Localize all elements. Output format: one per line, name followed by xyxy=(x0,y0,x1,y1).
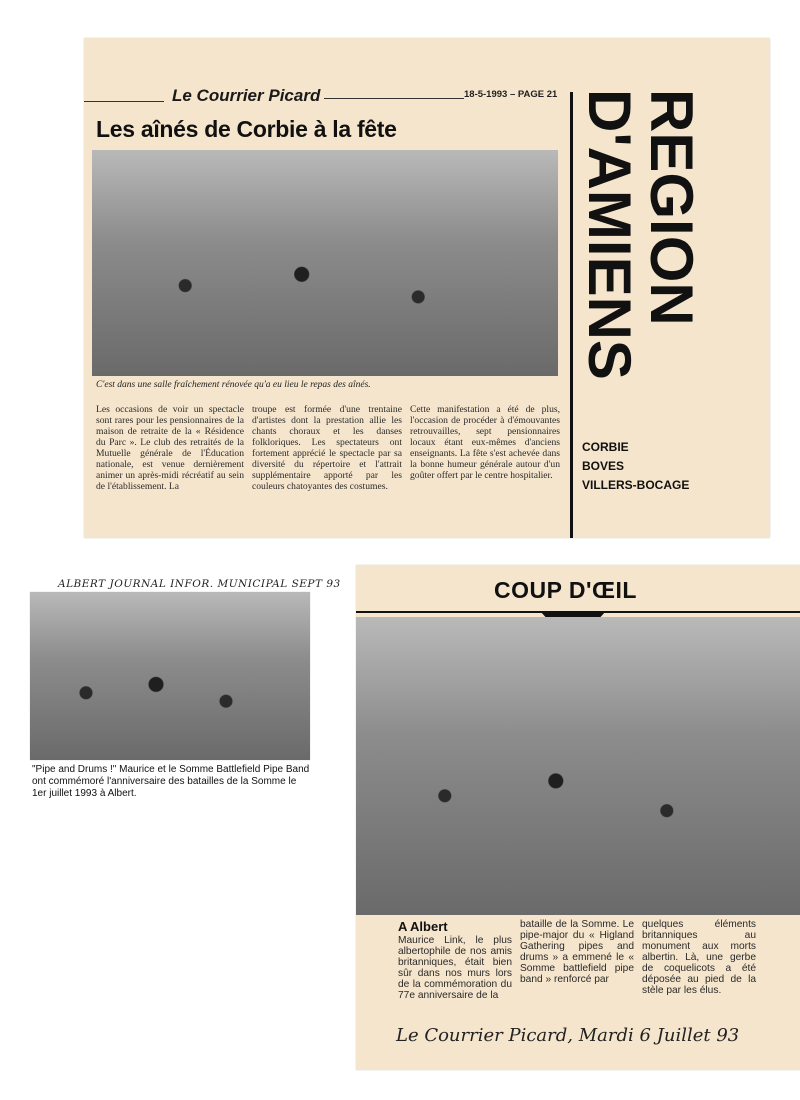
masthead-rule-left xyxy=(84,101,164,102)
town-list xyxy=(582,438,689,495)
coup-doeil-header: COUP D'ŒIL xyxy=(494,577,637,603)
photo-pipe-band-street xyxy=(30,592,310,760)
photo-banquet-hall xyxy=(92,150,558,376)
town-boves: BOVES xyxy=(582,459,625,473)
town-corbie: CORBIE xyxy=(582,440,629,454)
dateline: 18-5-1993 – PAGE 21 xyxy=(464,89,558,100)
coup-column-2: bataille de la Somme. Le pipe-major du « Higland Gathering pipes and drums » a emmené le « Somme battlefield pipe band » renforcé par xyxy=(520,919,634,985)
article-column-2: troupe est formée d'une trentaine d'artistes dont la prestation allie les chants choraux et les danses folkloriques. Les spectateurs ont fortement apprécié le spectacle par sa diversité du répertoire et l'attrait supplémentaire apporté par les couleurs chatoyantes des costumes. xyxy=(252,404,402,492)
town-villers-bocage: VILLERS-BOCAGE xyxy=(582,478,690,492)
photo-pipe-band-parade xyxy=(356,617,800,915)
handwritten-source-note: Le Courrier Picard, Mardi 6 Juillet 93 xyxy=(396,1025,740,1046)
clipping-coup-doeil xyxy=(356,565,800,1070)
handwritten-note-albert: ALBERT JOURNAL INFOR. MUNICIPAL SEPT 93 xyxy=(58,578,341,590)
clipping-pipe-and-drums xyxy=(30,592,310,760)
photo-caption: C'est dans une salle fraîchement rénovée qu'a eu lieu le repas des aînés. xyxy=(96,380,371,390)
coup-column-3: quelques éléments britanniques au monument aux morts albertin. Là, une gerbe de coquelicots a été déposée au pied de la stèle par les élus. xyxy=(642,919,756,996)
headline: Les aînés de Corbie à la fête xyxy=(96,116,397,142)
article-column-3: Cette manifestation a été de plus, l'occasion de procéder à d'émouvantes retrouvailles, sept pensionnaires locaux étant eux-mêmes d'anciens enseignants. La fête s'est achevée dans la bonne humeur générale autour d'un goûter offert par le centre hospitalier. xyxy=(410,404,560,481)
clipping-region-amiens xyxy=(84,38,770,538)
article-column-1: Les occasions de voir un spectacle sont rares pour les pensionnaires de la maison de retraite de la « Résidence du Parc ». Le club des retraités de la Mutuelle générale de l'Éducation nationale, est venue dernièrement animer un après-midi récréatif au sein de l'établissement. La xyxy=(96,404,244,492)
region-title: REGION D'AMIENS xyxy=(576,89,705,380)
article-subhead: A Albert xyxy=(398,919,448,934)
masthead-rule-right xyxy=(324,98,464,99)
pipe-band-caption: "Pipe and Drums !" Maurice et le Somme Battlefield Pipe Band ont commémoré l'anniversaire des batailles de la Somme le 1er juillet 1993 à Albert. xyxy=(32,764,310,799)
coup-column-1: Maurice Link, le plus albertophile de nos amis britanniques, était bien sûr dans nos murs lors de la commémoration du 77e anniversaire de la xyxy=(398,935,512,1001)
masthead: Le Courrier Picard xyxy=(172,86,321,105)
